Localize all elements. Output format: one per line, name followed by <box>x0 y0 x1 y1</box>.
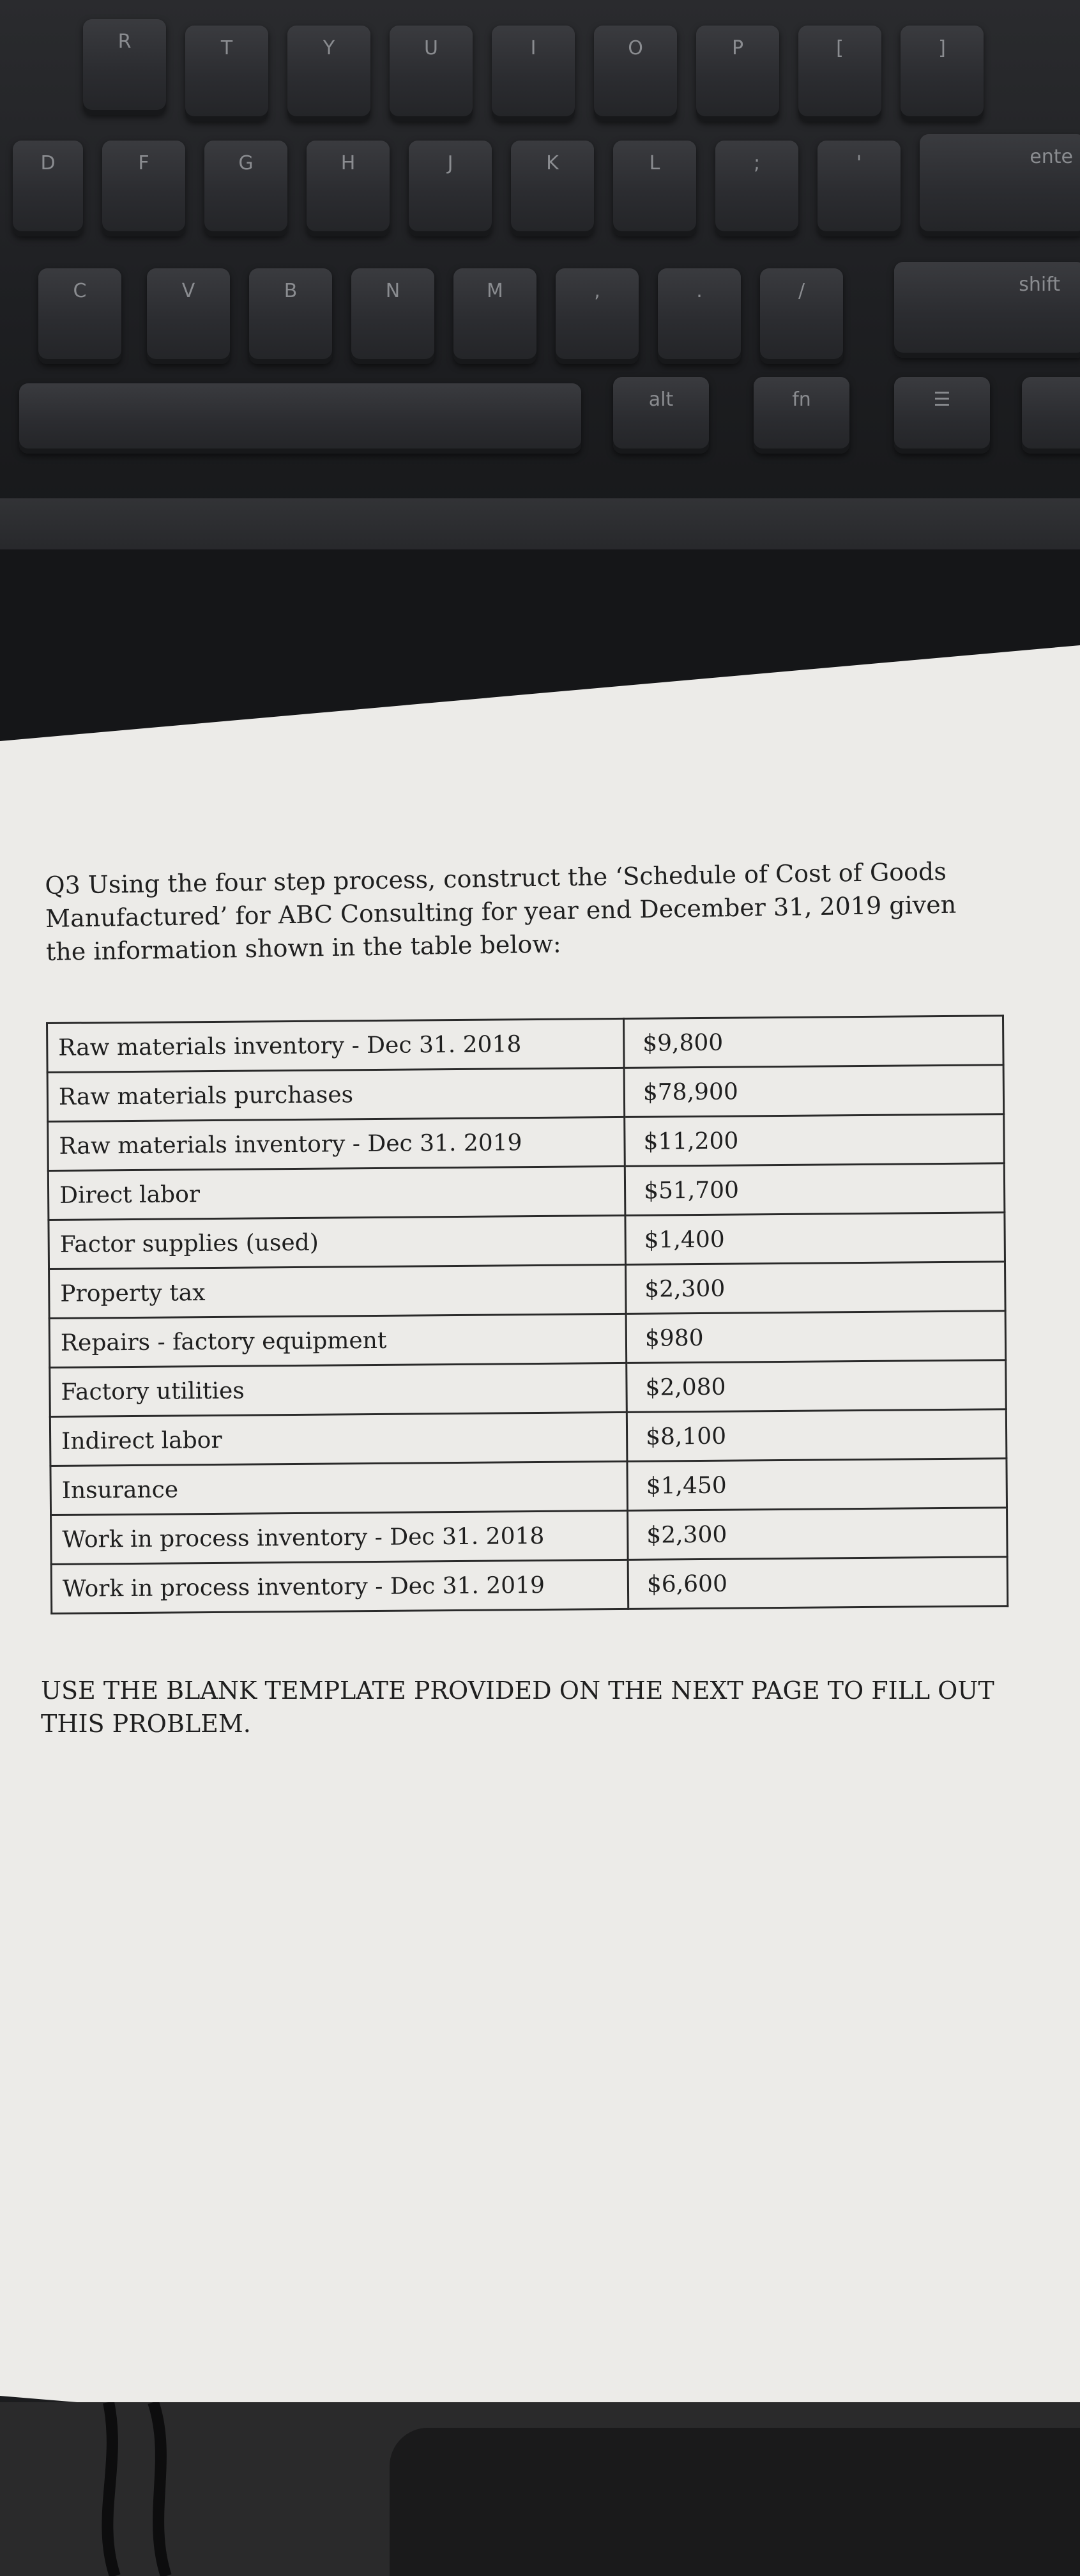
table-row <box>50 1409 1007 1466</box>
key-l: L <box>613 141 696 236</box>
row-value: $78,900 <box>624 1065 1004 1117</box>
key-fn: fn <box>754 377 849 454</box>
row-value: $11,200 <box>625 1114 1005 1167</box>
key-p: P <box>696 26 779 121</box>
row-label: Property tax <box>49 1264 627 1318</box>
row-label: Raw materials inventory - Dec 31. 2018 <box>47 1018 625 1072</box>
row-value: $1,400 <box>625 1213 1005 1265</box>
row-value: $2,080 <box>627 1360 1007 1413</box>
laptop-edge <box>0 498 1080 556</box>
row-label: Insurance <box>50 1461 628 1515</box>
row-label: Raw materials purchases <box>47 1068 625 1121</box>
question-text: Q3 Using the four step process, construct the ‘Schedule of Cost of Goods Manufactured’ for ABC Consulting for year end December 31, 2019 given the information shown in the table below: <box>45 857 957 966</box>
table-row <box>47 1016 1004 1073</box>
key-comma: , <box>556 268 639 364</box>
row-value: $51,700 <box>625 1163 1005 1216</box>
table-row <box>49 1311 1006 1368</box>
key-f: F <box>102 141 185 236</box>
row-label: Work in process inventory - Dec 31. 2019 <box>51 1560 628 1613</box>
table-row <box>47 1065 1004 1122</box>
row-label: Direct labor <box>48 1166 625 1220</box>
key-shift: shift <box>894 262 1080 358</box>
row-value: $8,100 <box>627 1409 1007 1462</box>
key-k: K <box>511 141 594 236</box>
table-row <box>49 1213 1005 1269</box>
key-m: M <box>453 268 536 364</box>
row-label: Repairs - factory equipment <box>49 1314 627 1367</box>
row-label: Factory utilities <box>50 1363 627 1416</box>
row-label: Indirect labor <box>50 1412 627 1466</box>
key-o: O <box>594 26 677 121</box>
row-label: Raw materials inventory - Dec 31. 2019 <box>48 1117 625 1170</box>
laptop-keyboard <box>0 0 1080 511</box>
key-menu: ☰ <box>894 377 990 454</box>
key-spacebar <box>19 383 581 454</box>
table-row <box>48 1163 1005 1220</box>
row-value: $6,600 <box>628 1557 1008 1609</box>
key-semicolon: ; <box>715 141 798 236</box>
table-row <box>48 1114 1005 1171</box>
table-row <box>50 1459 1007 1515</box>
key-alt: alt <box>613 377 709 454</box>
key-t: T <box>185 26 268 121</box>
key-n: N <box>351 268 434 364</box>
table-row <box>49 1262 1006 1319</box>
key-c: C <box>38 268 121 364</box>
key-b: B <box>249 268 332 364</box>
cable <box>83 2402 211 2576</box>
key-i: I <box>492 26 575 121</box>
key-ctrl <box>1022 377 1080 454</box>
key-slash: / <box>760 268 843 364</box>
key-h: H <box>307 141 390 236</box>
instruction-text: USE THE BLANK TEMPLATE PROVIDED ON THE NEXT PAGE TO FILL OUT THIS PROBLEM. <box>41 1676 994 1738</box>
key-enter: ente <box>920 134 1080 236</box>
row-value: $2,300 <box>628 1508 1008 1560</box>
key-quote: ' <box>818 141 901 236</box>
key-period: . <box>658 268 741 364</box>
key-g: G <box>204 141 287 236</box>
key-close-bracket: ] <box>901 26 984 121</box>
key-u: U <box>390 26 473 121</box>
cost-data-table <box>46 1015 1008 1614</box>
table-row <box>51 1557 1008 1614</box>
row-label: Factor supplies (used) <box>49 1215 626 1269</box>
key-d: D <box>13 141 83 236</box>
key-j: J <box>409 141 492 236</box>
row-value: $980 <box>626 1311 1006 1363</box>
table-row <box>51 1508 1008 1565</box>
row-value: $9,800 <box>623 1016 1003 1068</box>
table-row <box>50 1360 1007 1417</box>
row-value: $2,300 <box>626 1262 1006 1314</box>
row-value: $1,450 <box>627 1459 1007 1511</box>
key-r: R <box>83 19 166 115</box>
row-label: Work in process inventory - Dec 31. 2018 <box>51 1510 628 1564</box>
bag <box>390 2428 1080 2576</box>
key-y: Y <box>287 26 370 121</box>
key-v: V <box>147 268 230 364</box>
key-open-bracket: [ <box>798 26 881 121</box>
